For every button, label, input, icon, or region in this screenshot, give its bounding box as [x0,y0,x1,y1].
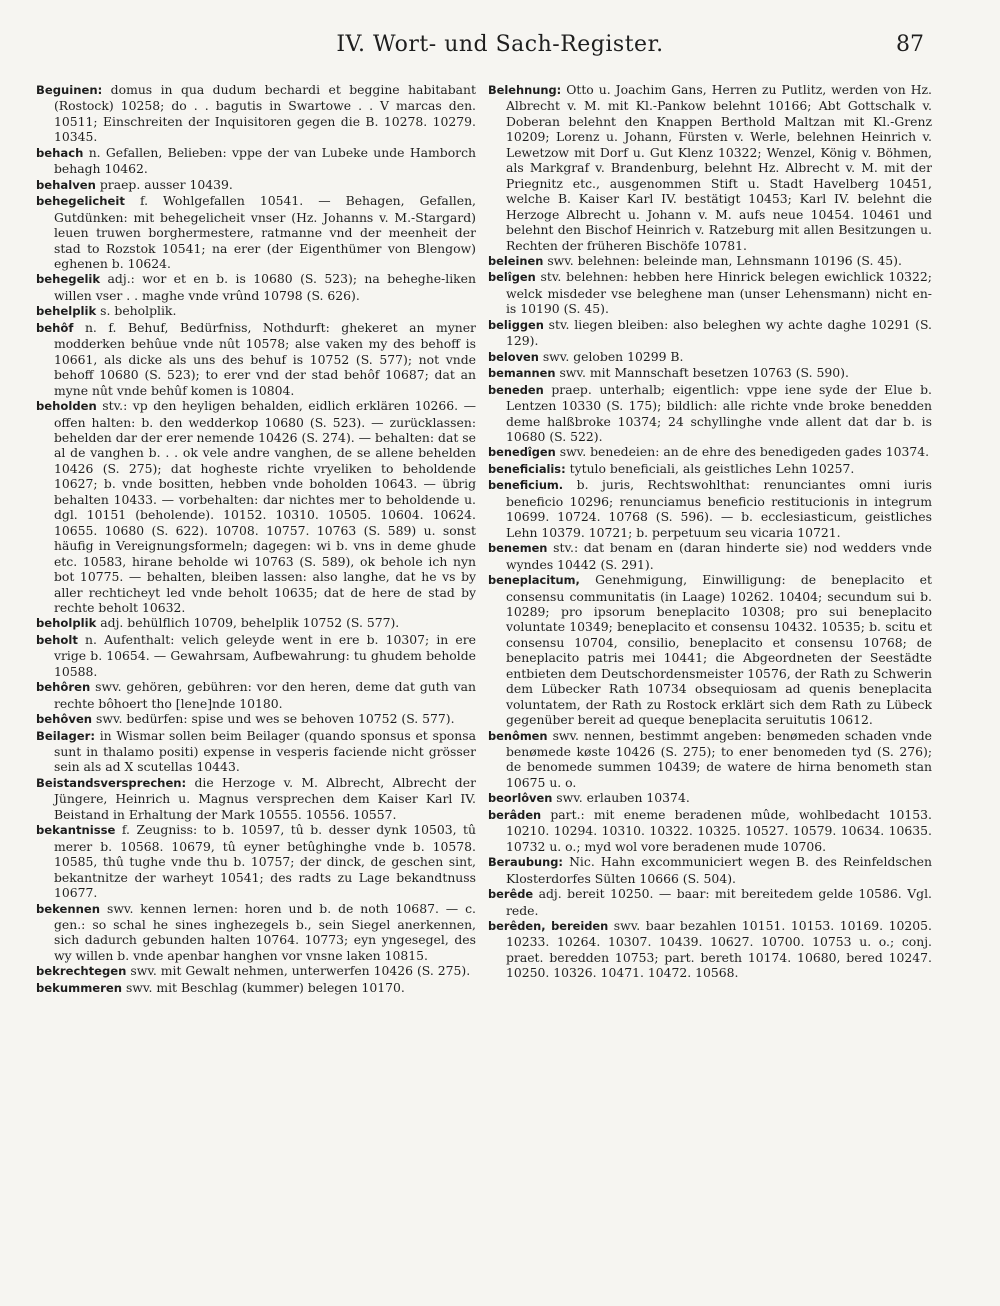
entry-headword: behegelicheit [36,194,125,209]
entry-headword: behalven [36,177,96,192]
register-entry [36,82,476,145]
register-entry [488,269,932,316]
register-entry [488,807,932,854]
right-column [488,82,932,1274]
entry-headword: bekantnisse [36,823,116,838]
entry-headword: bekennen [36,901,101,916]
register-entry [36,320,476,398]
register-entry [488,444,932,460]
register-entry [36,980,476,996]
register-entry [488,82,932,253]
register-entry [488,886,932,918]
entry-text: f. Zeugniss: to b. 10597, tû b. desser dynk 10503, tû merer b. 10568. 10679, tû eyner betûghinghe vnde b. 10578. 10585, thû tughe vnde thu b. 10757; der dinck, de geschen sint, bekantnitze der warheyt 10541; des radts zu Lage bekandtnuss 10677. [53,822,476,901]
entry-text: swv. geloben 10299 B. [542,348,684,364]
entry-text: part.: mit eneme beradenen mûde, wohlbedacht 10153. 10210. 10294. 10310. 10322. 10325. 10527. 10579. 10634. 10635. 10732 u. o.; myd wol vore beradenen mude 10706. [505,806,932,854]
entry-text: swv. belehnen: beleinde man, Lehnsmann 10196 (S. 45). [547,252,902,268]
entry-headword: Beilager: [36,728,95,743]
entry-text: in Wismar sollen beim Beilager (quando sponsus et sponsa sunt in thalamo positi) expense in vesperis faciende nicht grösser sein als ad X scutellas 10443. [53,727,476,775]
entry-headword: beloven [488,349,539,364]
register-entry [488,540,932,572]
entry-text: stv.: dat benam en (daran hinderte sie) nod wedders vnde wyndes 10442 (S. 291). [505,540,932,572]
entry-headword: beneficium. [488,478,564,493]
register-entry [488,728,932,791]
register-entry [488,461,932,477]
register-entry [488,382,932,445]
entry-text: die Herzoge v. M. Albrecht, Albrecht der Jüngere, Heinrich u. Magnus versprechen dem Kaiser Karl IV. Beistand in Erhaltung der Mark 10555. 10556. 10557. [53,774,476,822]
register-entry [36,303,476,319]
entry-text: stv. liegen bleiben: also beleghen wy achte daghe 10291 (S. 129). [505,316,932,349]
page-title: IV. Wort- und Sach-Register. [336,32,664,57]
entry-text: n. Aufenthalt: velich geleyde went in ere b. 10307; in ere vrige b. 10654. — Gewahrsam, Aufbewahrung: tu ghudem beholde 10588. [53,631,476,679]
register-entry [488,317,932,349]
entry-headword: Beistandsversprechen: [36,775,187,790]
entry-text: adj.: wor et en b. is 10680 (S. 523); na beheghe-liken willen vser . . maghe vnde vrûnd 10798 (S. 626). [53,271,476,303]
entry-text: adj. behülflich 10709, behelplik 10752 (S. 577). [100,615,400,631]
entry-headword: beliggen [488,317,544,332]
register-entry [36,775,476,822]
entry-text: n. f. Behuf, Bedürfniss, Nothdurft: ghekeret an myner modderken behûue vnde nût 10578; alse vaken my des behoff is 10661, als dicke als uns des behuf is 10752 (S. 577); not vnde behoff 10680 (S. 523); to erer vnd der stad behôf 10687; dat an myne nût vnde behûf komen is 10804. [53,319,476,398]
entry-headword: behach [36,145,84,160]
entry-headword: berâden [488,807,542,822]
entry-text: swv. mit Gewalt nehmen, unterwerfen 10426 (S. 275). [130,963,471,979]
entry-headword: beleinen [488,253,544,268]
entry-text: praep. unterhalb; eigentlich: vppe iene syde der Elue b. Lentzen 10330 (S. 175); bildlich: alle richte vnde broke benedden deme halßbroke 10374; 24 schyllinghe vnde allent dat dar b. is 10680 (S. 522). [505,381,932,444]
register-entry [488,349,932,365]
register-entry [488,253,932,269]
entry-text: Genehmigung, Einwilligung: de beneplacito et consensu communitatis (in Laage) 10262. 10404; secundum sui b. 10289; pro ipsorum beneplacito 10308; pro sui beneplacito voluntate 10349; beneplacito et consensu 10432. 10535; b. scitu et consensu 10704, consilio, beneplacito et consensu 10768; de beneplacito patris mei 10441; die Abgeordneten der Seestädte entbieten dem Deutschordensmeister 10576, der Rath zu Schwerin dem Lübecker Rath 10734 obsequiosam ad quenis beneplacita voluntatem, der Rath zu Rostock erklärt sich dem Rath zu Lübeck gegenüber bereit ad queque beneplacita seruitutis 10612. [505,572,932,728]
entry-text: Otto u. Joachim Gans, Herren zu Putlitz, werden von Hz. Albrecht v. M. mit Kl.-Pankow belehnt 10166; Abt Gottschalk v. Doberan belehnt den Knappen Berthold Maltzan mit Kl.-Grenz 10209; Lorenz u. Johann, Fürsten v. Werle, belehnen Heinrich v. Lewetzow mit Dorf u. Gut Klenz 10322; Wenzel, König v. Böhmen, als Markgraf v. Brandenburg, belehnt Hz. Albrecht v. M. mit der Priegnitz etc., ausgenommen Stift u. Stadt Havelberg 10451, welche B. Kaiser Karl IV. bestätigt 10453; Karl IV. belehnt die Herzoge Albrecht u. Johann v. M. aufs neue 10454. 10461 und belehnt den Bischof Heinrich v. Ratzeburg mit allen Besitzungen u. Rechten der früheren Bischöfe 10781. [505,82,932,253]
entry-text: praep. ausser 10439. [99,176,233,192]
register-entry [36,711,476,727]
left-column [36,82,476,1274]
entry-headword: Beraubung: [488,855,563,870]
entry-headword: bekummeren [36,980,122,995]
entry-headword: Belehnung: [488,83,562,97]
register-entry [488,572,932,728]
entry-headword: benemen [488,541,548,556]
register-entry [36,728,476,775]
register-entry [36,679,476,711]
entry-headword: bemannen [488,366,556,381]
entry-headword: beneden [488,382,544,397]
entry-text: s. beholplik. [100,303,177,319]
entry-headword: belîgen [488,270,536,285]
page-header [0,32,1000,68]
entry-headword: beneplacitum, [488,573,580,588]
entry-text: tytulo beneficiali, als geistliches Lehn 10257. [569,460,855,476]
entry-headword: behegelik [36,272,101,287]
entry-headword: beholden [36,399,97,414]
entry-headword: berêde [488,887,534,902]
register-entry [36,615,476,631]
entry-headword: behôf [36,320,74,335]
entry-text: swv. mit Beschlag (kummer) belegen 10170. [125,979,405,995]
register-entry [36,901,476,964]
entry-text: swv. bedürfen: spise und wes se behoven 10752 (S. 577). [96,711,455,727]
register-entry [36,963,476,979]
register-entry [488,790,932,806]
entry-headword: behôren [36,680,91,695]
entry-text: swv. baar bezahlen 10151. 10153. 10169. 10205. 10233. 10264. 10307. 10439. 10627. 10700. 10753 u. o.; conj. praet. beredden 10753; part. bereth 10174. 10680, bered 10247. 10250. 10326. 10471. 10472. 10568. [505,918,932,981]
register-entry [36,822,476,900]
entry-text: swv. kennen lernen: horen und b. de noth 10687. — c. gen.: so schal he sines inghezegels b., sein Siegel anerkennen, sich dadurch gebunden halten 10764. 10773; eyn yngesegel, des wy willen b. vnde apenbar hanghen vor vnsne laken 10815. [53,900,476,963]
entry-text: swv. nennen, bestimmt angeben: benømeden schaden vnde benømede køste 10426 (S. 275); to ener benomeden tyd (S. 276); de benomede summen 10439; de watere de hirna benometh stan 10675 u. o. [505,727,932,790]
entry-headword: Beguinen: [36,83,103,97]
entry-text: swv. erlauben 10374. [556,790,690,806]
register-entry [488,477,932,540]
entry-headword: bekrechtegen [36,964,127,979]
entry-text: stv. belehnen: hebben here Hinrick belegen ewichlick 10322; welck misdeder vse beleghene man (unser Lehensmann) nicht en-is 10190 (S. 45). [505,269,932,317]
entry-headword: beneficialis: [488,461,566,476]
register-entry [36,398,476,615]
register-entry [488,854,932,886]
entry-text: swv. benedeien: an de ehre des benedigeden gades 10374. [559,444,930,460]
entry-headword: benedîgen [488,445,556,460]
register-entry [36,632,476,679]
entry-text: stv.: vp den heyligen behalden, eidlich erklären 10266. — offen halten: b. den wedderkop 10680 (S. 523). — zurücklassen: behelden dar der erer nemende 10426 (S. 274). — behalten: dat se al de vanghen b. . . ok vele andre vanghen, de se allene behelden 10426 (S. 275); dat hogheste richte vryeliken to beholdende 10627; b. vnde bositten, hebben vnde boholden 10643. — übrig behalten 10433. — vorbehalten: dar nichtes mer to beholdende u. dgl. 10151 (beholende). 10152. 10310. 10505. 10604. 10624. 10655. 10680 (S. 622). 10708. 10757. 10763 (S. 589) u. sonst häufig in Vereignungsformeln; dagegen: wi b. vns in deme ghude etc. 10583, hirane beholde wi 10763 (S. 589), ok behole ich nyn bot 10775. — behalten, bleiben lassen: also langhe, dat he vs by aller rechticheyt led vnde beholt 10635; dat de here de stad by rechte beholt 10632. [53,398,476,615]
register-entry [36,271,476,303]
entry-text: domus in qua dudum bechardi et beggine habitabant (Rostock) 10258; do . . bagutis in Swartowe . . V marcas den. 10511; Einschreiten der Inquisitoren gegen die B. 10278. 10279. 10345. [53,82,476,145]
entry-headword: beholt [36,632,78,647]
entry-headword: behôven [36,712,93,727]
entry-headword: beholplik [36,616,97,631]
entry-headword: berêden, bereiden [488,919,609,934]
entry-text: Nic. Hahn excommuniciert wegen B. des Reinfeldschen Klosterdorfes Sülten 10666 (S. 504). [505,854,932,886]
entry-headword: benômen [488,728,548,743]
register-entry [488,365,932,381]
register-entry [488,918,932,981]
entry-text: b. juris, Rechtswohlthat: renunciantes omni iuris beneficio 10296; renunciamus beneficio restitucionis in integrum 10699. 10724. 10768 (S. 596). — b. ecclesiasticum, geistliches Lehn 10379. 10721; b. perpetuum seu vicaria 10721. [505,477,932,540]
entry-text: f. Wohlgefallen 10541. — Behagen, Gefallen, Gutdünken: mit behegelicheit vnser (Hz. Johanns v. M.-Stargard) leuen truwen borghermestere, ratmanne vnd der meenheit der stad to Rozstok 10541; na erer (der Eigenthümer von Blengow) eghenen b. 10624. [53,193,476,271]
entry-text: swv. mit Mannschaft besetzen 10763 (S. 590). [559,365,849,381]
entry-text: n. Gefallen, Belieben: vppe der van Lubeke unde Hamborch behagh 10462. [53,144,476,177]
entry-headword: beorlôven [488,791,553,806]
entry-text: adj. bereit 10250. — baar: mit bereitedem gelde 10586. Vgl. rede. [505,886,932,918]
register-entry [36,193,476,271]
entry-text: swv. gehören, gebühren: vor den heren, deme dat guth van rechte bôhoert tho [lene]nde 10180. [53,679,476,711]
page-number: 87 [896,32,924,57]
register-entry [36,177,476,193]
entry-headword: behelplik [36,304,97,319]
register-entry [36,145,476,177]
